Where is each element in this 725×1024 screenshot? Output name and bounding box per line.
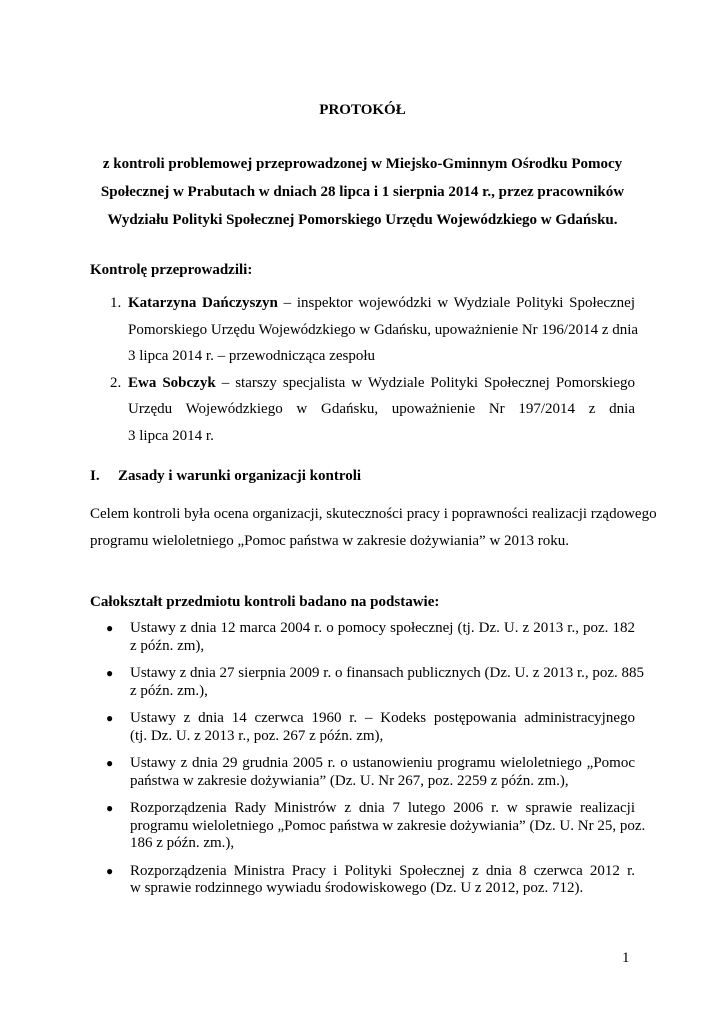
- list-item-line: z późn. zm),: [130, 637, 205, 654]
- bullet-icon: ●: [106, 863, 114, 878]
- section-title: Zasady i warunki organizacji kontroli: [118, 468, 362, 484]
- list-item-line: Rozporządzenia Ministra Pracy i Polityki Społecznej z dnia 8 czerwca 2012 r.: [130, 862, 635, 879]
- list-item-line: Ustawy z dnia 12 marca 2004 r. o pomocy społecznej (tj. Dz. U. z 2013 r., poz. 182: [130, 620, 635, 636]
- list-item-line: z późn. zm.),: [130, 682, 208, 699]
- list-item-line: (tj. Dz. U. z 2013 r., poz. 267 z późn. zm),: [130, 727, 384, 744]
- list-item: [90, 620, 635, 655]
- list-number: 2.: [110, 374, 122, 391]
- inspector-name: Katarzyna Dańczyszyn: [128, 295, 278, 311]
- section-paragraph: [90, 501, 657, 554]
- inspector-line: Urzędu Wojewódzkiego w Gdańsku, upoważnienie Nr 197/2014 z dnia: [128, 401, 635, 417]
- bullet-icon: ●: [106, 711, 114, 725]
- basis-heading: Całokształt przedmiotu kontroli badano na podstawie:: [90, 594, 440, 610]
- page-number: 1: [622, 950, 630, 966]
- inspector-line: Pomorskiego Urzędu Wojewódzkiego w Gdańsku, upoważnienie Nr 196/2014 z dnia: [128, 321, 639, 338]
- subtitle-line: z kontroli problemowej przeprowadzonej w Miejsko-Gminnym Ośrodku Pomocy: [102, 156, 623, 172]
- inspector-role: – starszy specjalista w Wydziale Polityki Społecznej Pomorskiego: [215, 374, 635, 391]
- document-subtitle: [92, 150, 633, 234]
- subtitle-line: Wydziału Polityki Społecznej Pomorskiego Urzędu Wojewódzkiego w Gdańsku.: [107, 212, 618, 228]
- inspector-line: [128, 290, 635, 317]
- basis-list: [90, 620, 646, 908]
- list-item-line: w sprawie rodzinnego wywiadu środowiskowego (Dz. U z 2012, poz. 712).: [130, 880, 584, 896]
- list-item-line: Ustawy z dnia 14 czerwca 1960 r. – Kodeks postępowania administracyjnego: [130, 710, 635, 726]
- list-item: [90, 710, 635, 745]
- inspector-item: [90, 370, 635, 450]
- subtitle-line: Społecznej w Prabutach w dniach 28 lipca i 1 sierpnia 2014 r., przez pracowników: [100, 184, 625, 200]
- list-item-line: państwa w zakresie dożywiania” (Dz. U. Nr 267, poz. 2259 z późn. zm.),: [130, 772, 569, 789]
- paragraph-line: programu wieloletniego „Pomoc państwa w zakresie dożywiania” w 2013 roku.: [90, 532, 570, 549]
- list-item-line: Ustawy z dnia 29 grudnia 2005 r. o ustanowieniu programu wieloletniego „Pomoc: [130, 755, 635, 771]
- paragraph-line: Celem kontroli była ocena organizacji, skuteczności pracy i poprawności realizacji rządowego: [90, 506, 657, 522]
- list-item: [90, 800, 646, 853]
- inspector-line: 3 lipca 2014 r. – przewodnicząca zespołu: [128, 348, 375, 364]
- inspector-line: [128, 370, 635, 397]
- list-item: [90, 863, 635, 898]
- inspector-name: Ewa Sobczyk: [128, 374, 216, 391]
- inspector-role: – inspektor wojewódzki w Wydziale Polityki Społecznej: [277, 295, 635, 311]
- section-number: I.: [90, 468, 100, 484]
- list-item: [90, 665, 645, 700]
- document-title: PROTOKÓŁ: [319, 102, 406, 118]
- list-item-line: programu wieloletniego „Pomoc państwa w zakresie dożywiania” (Dz. U. Nr 25, poz.: [130, 817, 646, 834]
- list-item: [90, 755, 635, 790]
- list-item-line: Rozporządzenia Rady Ministrów z dnia 7 lutego 2006 r. w sprawie realizacji: [130, 800, 635, 816]
- bullet-icon: ●: [106, 621, 114, 635]
- list-item-line: Ustawy z dnia 27 sierpnia 2009 r. o finansach publicznych (Dz. U. z 2013 r., poz. 885: [130, 665, 645, 681]
- list-item-line: 186 z późn. zm.),: [130, 835, 235, 851]
- bullet-icon: ●: [106, 801, 114, 815]
- bullet-icon: ●: [106, 666, 114, 680]
- inspectors-list: [90, 290, 639, 449]
- inspector-item: [90, 290, 639, 370]
- bullet-icon: ●: [106, 756, 114, 770]
- inspector-line: 3 lipca 2014 r.: [128, 427, 214, 444]
- section-heading: [90, 468, 361, 485]
- list-number: 1.: [110, 295, 122, 311]
- inspectors-heading: Kontrolę przeprowadzili:: [90, 262, 253, 278]
